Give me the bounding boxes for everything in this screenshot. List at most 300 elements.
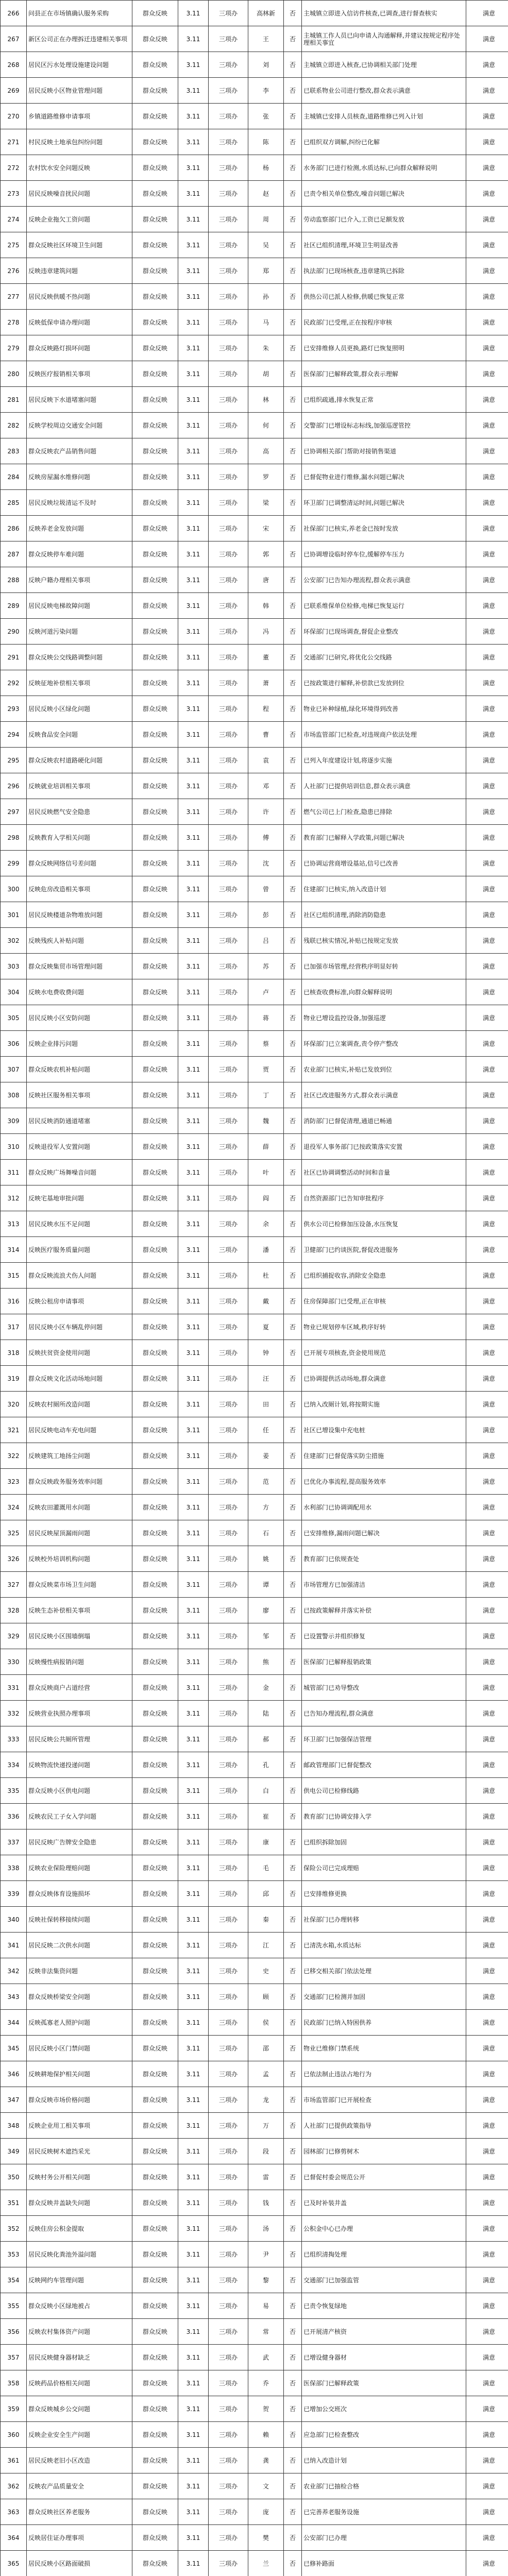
row-handler: 傅	[248, 825, 284, 851]
row-date: 3.11	[178, 2473, 209, 2499]
row-flag: 否	[284, 52, 302, 78]
row-flag: 否	[284, 1237, 302, 1263]
row-source: 群众反映	[132, 1546, 178, 1572]
row-number: 277	[1, 284, 27, 310]
row-number: 315	[1, 1263, 27, 1289]
row-title: 居民反映电梯故障问题	[27, 593, 132, 619]
row-title: 反映企业安全生产问题	[27, 2422, 132, 2448]
row-number: 330	[1, 1649, 27, 1675]
row-handler: 常	[248, 2319, 284, 2345]
row-status: 满意	[466, 979, 508, 1005]
table-row	[1, 2345, 508, 2370]
row-source: 群众反映	[132, 1082, 178, 1108]
row-number: 333	[1, 1726, 27, 1752]
row-title: 反映物流快递投递问题	[27, 1752, 132, 1778]
table-row	[1, 438, 508, 464]
row-title: 反映非法集资问题	[27, 1958, 132, 1984]
row-department: 三项办	[209, 1804, 248, 1829]
row-date: 3.11	[178, 1958, 209, 1984]
row-status: 满意	[466, 645, 508, 670]
row-result: 已协调提供活动场地,群众满意	[302, 1366, 466, 1392]
row-status: 满意	[466, 2551, 508, 2576]
row-date: 3.11	[178, 1701, 209, 1726]
row-date: 3.11	[178, 1855, 209, 1881]
row-number: 339	[1, 1881, 27, 1907]
row-department: 三项办	[209, 1108, 248, 1134]
row-source: 群众反映	[132, 1185, 178, 1211]
row-result: 物业已补种绿植,绿化环境得到改善	[302, 696, 466, 722]
row-number: 309	[1, 1108, 27, 1134]
row-department: 三项办	[209, 2010, 248, 2036]
table-row	[1, 310, 508, 335]
row-result: 已优化办事流程,提高服务效率	[302, 1469, 466, 1495]
row-department: 三项办	[209, 1392, 248, 1417]
row-number: 364	[1, 2525, 27, 2551]
row-result: 水务部门已进行检测,水质达标,已向群众解释说明	[302, 155, 466, 181]
row-date: 3.11	[178, 1185, 209, 1211]
row-flag: 否	[284, 207, 302, 232]
row-status: 满意	[466, 1082, 508, 1108]
row-number: 305	[1, 1005, 27, 1031]
row-result: 已清洗水箱,水质达标	[302, 1933, 466, 1958]
row-date: 3.11	[178, 232, 209, 258]
row-result: 已督促物业进行维修,漏水问题已解决	[302, 464, 466, 490]
row-department: 三项办	[209, 104, 248, 129]
row-title: 群众反映政务服务效率问题	[27, 1469, 132, 1495]
row-status: 满意	[466, 541, 508, 567]
row-department: 三项办	[209, 2190, 248, 2216]
row-flag: 否	[284, 979, 302, 1005]
row-source: 群众反映	[132, 2190, 178, 2216]
row-number: 290	[1, 619, 27, 645]
row-result: 已按政策进行解释,补偿款已发放到位	[302, 670, 466, 696]
row-date: 3.11	[178, 2293, 209, 2319]
table-row	[1, 2113, 508, 2139]
row-department: 三项办	[209, 2061, 248, 2087]
row-number: 323	[1, 1469, 27, 1495]
row-handler: 蔡	[248, 1031, 284, 1057]
row-department: 三项办	[209, 1057, 248, 1082]
table-row	[1, 1160, 508, 1185]
row-date: 3.11	[178, 2036, 209, 2061]
row-date: 3.11	[178, 26, 209, 52]
row-result: 已移交相关部门依法处理	[302, 1958, 466, 1984]
row-handler: 杜	[248, 1263, 284, 1289]
row-status: 满意	[466, 773, 508, 799]
row-department: 三项办	[209, 645, 248, 670]
row-status: 满意	[466, 335, 508, 361]
row-date: 3.11	[178, 902, 209, 928]
row-number: 303	[1, 954, 27, 979]
table-row	[1, 52, 508, 78]
row-date: 3.11	[178, 181, 209, 207]
row-number: 343	[1, 1984, 27, 2010]
row-status: 满意	[466, 26, 508, 52]
table-row	[1, 1417, 508, 1443]
row-handler: 余	[248, 1211, 284, 1237]
row-handler: 夏	[248, 1314, 284, 1340]
row-source: 群众反映	[132, 2242, 178, 2267]
row-number: 269	[1, 78, 27, 104]
row-title: 群众反映广场舞噪音问题	[27, 1160, 132, 1185]
row-handler: 汤	[248, 2216, 284, 2242]
row-handler: 魏	[248, 1108, 284, 1134]
row-result: 环卫部门已加强保洁管理	[302, 1726, 466, 1752]
row-title: 群众反映小区绿地被占	[27, 2293, 132, 2319]
row-flag: 否	[284, 1340, 302, 1366]
row-source: 群众反映	[132, 26, 178, 52]
table-row	[1, 1237, 508, 1263]
row-status: 满意	[466, 954, 508, 979]
row-status: 满意	[466, 928, 508, 954]
row-date: 3.11	[178, 258, 209, 284]
row-handler: 毛	[248, 1855, 284, 1881]
row-handler: 田	[248, 1392, 284, 1417]
row-handler: 段	[248, 2139, 284, 2164]
row-status: 满意	[466, 876, 508, 902]
row-handler: 何	[248, 413, 284, 438]
row-flag: 否	[284, 1185, 302, 1211]
row-number: 289	[1, 593, 27, 619]
row-status: 满意	[466, 2139, 508, 2164]
row-flag: 否	[284, 825, 302, 851]
row-title: 反映药品价格相关问题	[27, 2370, 132, 2396]
row-handler: 孟	[248, 2061, 284, 2087]
row-title: 反映征地补偿相关事项	[27, 670, 132, 696]
row-result: 已安排维修更换	[302, 1881, 466, 1907]
row-handler: 吕	[248, 928, 284, 954]
row-date: 3.11	[178, 1057, 209, 1082]
row-source: 群众反映	[132, 2551, 178, 2576]
row-flag: 否	[284, 2010, 302, 2036]
row-flag: 否	[284, 413, 302, 438]
row-handler: 金	[248, 1675, 284, 1701]
table-row	[1, 232, 508, 258]
row-number: 313	[1, 1211, 27, 1237]
row-department: 三项办	[209, 2448, 248, 2473]
row-flag: 否	[284, 2242, 302, 2267]
table-row	[1, 1495, 508, 1520]
row-title: 居民反映消防通道堵塞	[27, 1108, 132, 1134]
row-handler: 史	[248, 1958, 284, 1984]
table-row	[1, 1726, 508, 1752]
row-number: 321	[1, 1417, 27, 1443]
row-result: 教育部门已依规查处	[302, 1546, 466, 1572]
row-source: 群众反映	[132, 1031, 178, 1057]
table-row	[1, 2396, 508, 2422]
row-date: 3.11	[178, 1933, 209, 1958]
row-department: 三项办	[209, 310, 248, 335]
row-number: 320	[1, 1392, 27, 1417]
row-result: 园林部门已修剪树木	[302, 2139, 466, 2164]
row-handler: 谭	[248, 1572, 284, 1598]
row-status: 满意	[466, 567, 508, 593]
row-number: 354	[1, 2267, 27, 2293]
row-flag: 否	[284, 1160, 302, 1185]
row-title: 居民反映下水道堵塞问题	[27, 387, 132, 413]
row-date: 3.11	[178, 1881, 209, 1907]
row-handler: 樊	[248, 2525, 284, 2551]
row-date: 3.11	[178, 1082, 209, 1108]
row-date: 3.11	[178, 1495, 209, 1520]
row-number: 360	[1, 2422, 27, 2448]
row-result: 民政部门已纳入特困供养	[302, 2010, 466, 2036]
row-flag: 否	[284, 1289, 302, 1314]
table-row	[1, 2525, 508, 2551]
row-status: 满意	[466, 1907, 508, 1933]
row-status: 满意	[466, 1546, 508, 1572]
row-result: 供水公司已检修加压设备,水压恢复	[302, 1211, 466, 1237]
row-department: 三项办	[209, 902, 248, 928]
table-row	[1, 2139, 508, 2164]
row-handler: 董	[248, 645, 284, 670]
row-number: 307	[1, 1057, 27, 1082]
row-date: 3.11	[178, 541, 209, 567]
table-row	[1, 2319, 508, 2345]
row-source: 群众反映	[132, 1675, 178, 1701]
row-source: 群众反映	[132, 1108, 178, 1134]
row-handler: 孙	[248, 284, 284, 310]
row-status: 满意	[466, 1572, 508, 1598]
row-department: 三项办	[209, 52, 248, 78]
row-handler: 贾	[248, 1057, 284, 1082]
table-row	[1, 1443, 508, 1469]
row-flag: 否	[284, 1933, 302, 1958]
row-title: 反映医疗报销相关事项	[27, 361, 132, 387]
row-source: 群众反映	[132, 2216, 178, 2242]
table-row	[1, 1469, 508, 1495]
table-row	[1, 2036, 508, 2061]
row-source: 群众反映	[132, 438, 178, 464]
row-flag: 否	[284, 464, 302, 490]
row-handler: 熊	[248, 1649, 284, 1675]
row-result: 执法部门已现场核查,违章建筑已拆除	[302, 258, 466, 284]
row-result: 已组织双方调解,纠纷已化解	[302, 129, 466, 155]
row-result: 已增加公交班次	[302, 2396, 466, 2422]
row-source: 群众反映	[132, 1289, 178, 1314]
row-title: 居民反映化粪池外溢问题	[27, 2242, 132, 2267]
row-title: 群众反映路灯损坏问题	[27, 335, 132, 361]
row-source: 群众反映	[132, 464, 178, 490]
row-source: 群众反映	[132, 104, 178, 129]
row-status: 满意	[466, 1933, 508, 1958]
row-flag: 否	[284, 284, 302, 310]
row-handler: 胡	[248, 361, 284, 387]
row-handler: 郭	[248, 541, 284, 567]
row-department: 三项办	[209, 2396, 248, 2422]
row-number: 271	[1, 129, 27, 155]
table-row	[1, 1392, 508, 1417]
row-number: 299	[1, 851, 27, 876]
table-row	[1, 490, 508, 516]
row-status: 满意	[466, 670, 508, 696]
row-date: 3.11	[178, 1907, 209, 1933]
row-source: 群众反映	[132, 181, 178, 207]
row-source: 群众反映	[132, 619, 178, 645]
row-number: 302	[1, 928, 27, 954]
row-status: 满意	[466, 438, 508, 464]
row-flag: 否	[284, 2267, 302, 2293]
row-date: 3.11	[178, 1675, 209, 1701]
row-status: 满意	[466, 1469, 508, 1495]
row-source: 群众反映	[132, 1443, 178, 1469]
row-source: 群众反映	[132, 2139, 178, 2164]
table-row	[1, 1623, 508, 1649]
row-department: 三项办	[209, 670, 248, 696]
row-status: 满意	[466, 2319, 508, 2345]
row-flag: 否	[284, 1211, 302, 1237]
table-row	[1, 516, 508, 541]
row-number: 345	[1, 2036, 27, 2061]
row-department: 三项办	[209, 2242, 248, 2267]
table-row	[1, 876, 508, 902]
row-date: 3.11	[178, 2190, 209, 2216]
row-source: 群众反映	[132, 541, 178, 567]
row-handler: 曾	[248, 876, 284, 902]
row-title: 反映河道污染问题	[27, 619, 132, 645]
row-department: 三项办	[209, 799, 248, 825]
row-flag: 否	[284, 1701, 302, 1726]
row-handler: 汪	[248, 1366, 284, 1392]
row-flag: 否	[284, 335, 302, 361]
table-row	[1, 825, 508, 851]
row-flag: 否	[284, 619, 302, 645]
row-title: 反映社区服务相关事项	[27, 1082, 132, 1108]
row-title: 居民反映老旧小区改造	[27, 2448, 132, 2473]
row-department: 三项办	[209, 619, 248, 645]
table-row	[1, 541, 508, 567]
row-handler: 贺	[248, 2396, 284, 2422]
row-department: 三项办	[209, 1701, 248, 1726]
row-result: 教育部门已协调安排入学	[302, 1804, 466, 1829]
row-result: 已督促村委会规范公开	[302, 2164, 466, 2190]
row-flag: 否	[284, 1031, 302, 1057]
row-date: 3.11	[178, 413, 209, 438]
row-department: 三项办	[209, 1005, 248, 1031]
row-date: 3.11	[178, 207, 209, 232]
row-handler: 秦	[248, 1907, 284, 1933]
row-title: 反映教育入学相关问题	[27, 825, 132, 851]
row-department: 三项办	[209, 1752, 248, 1778]
row-date: 3.11	[178, 696, 209, 722]
row-result: 社保部门已办理转移	[302, 1907, 466, 1933]
row-number: 283	[1, 438, 27, 464]
row-date: 3.11	[178, 2422, 209, 2448]
row-flag: 否	[284, 2190, 302, 2216]
row-date: 3.11	[178, 1, 209, 26]
row-flag: 否	[284, 1443, 302, 1469]
row-date: 3.11	[178, 2319, 209, 2345]
row-number: 332	[1, 1701, 27, 1726]
row-title: 反映企业用工相关事项	[27, 2113, 132, 2139]
row-handler: 许	[248, 799, 284, 825]
row-status: 满意	[466, 1237, 508, 1263]
row-title: 反映农村集体资产问题	[27, 2319, 132, 2345]
row-department: 三项办	[209, 129, 248, 155]
row-number: 325	[1, 1520, 27, 1546]
row-department: 三项办	[209, 1726, 248, 1752]
row-source: 群众反映	[132, 1623, 178, 1649]
table-row	[1, 2242, 508, 2267]
table-row	[1, 1366, 508, 1392]
row-flag: 否	[284, 2448, 302, 2473]
row-number: 266	[1, 1, 27, 26]
row-date: 3.11	[178, 2499, 209, 2525]
row-number: 353	[1, 2242, 27, 2267]
row-source: 群众反映	[132, 722, 178, 748]
row-result: 主城镇已安排人员核查,道路维修已列入计划	[302, 104, 466, 129]
row-number: 352	[1, 2216, 27, 2242]
row-flag: 否	[284, 593, 302, 619]
row-handler: 郝	[248, 1726, 284, 1752]
row-source: 群众反映	[132, 2113, 178, 2139]
row-flag: 否	[284, 2087, 302, 2113]
row-title: 居民反映小区车辆乱停问题	[27, 1314, 132, 1340]
row-flag: 否	[284, 2036, 302, 2061]
row-date: 3.11	[178, 619, 209, 645]
row-source: 群众反映	[132, 593, 178, 619]
table-row	[1, 748, 508, 773]
row-status: 满意	[466, 1417, 508, 1443]
row-department: 三项办	[209, 1134, 248, 1160]
row-number: 359	[1, 2396, 27, 2422]
row-result: 交通部门已加强监管	[302, 2267, 466, 2293]
row-date: 3.11	[178, 773, 209, 799]
row-source: 群众反映	[132, 1495, 178, 1520]
row-flag: 否	[284, 1675, 302, 1701]
row-source: 群众反映	[132, 1366, 178, 1392]
row-title: 反映违章建筑问题	[27, 258, 132, 284]
row-status: 满意	[466, 413, 508, 438]
table-row	[1, 104, 508, 129]
row-title: 反映建筑工地扬尘问题	[27, 1443, 132, 1469]
row-flag: 否	[284, 1804, 302, 1829]
row-status: 满意	[466, 2061, 508, 2087]
row-source: 群众反映	[132, 387, 178, 413]
row-title: 反映宅基地审批问题	[27, 1185, 132, 1211]
row-number: 356	[1, 2319, 27, 2345]
row-source: 群众反映	[132, 413, 178, 438]
table-row	[1, 207, 508, 232]
row-department: 三项办	[209, 361, 248, 387]
table-row	[1, 954, 508, 979]
row-title: 居民反映垃圾清运不及时	[27, 490, 132, 516]
row-flag: 否	[284, 2551, 302, 2576]
row-department: 三项办	[209, 722, 248, 748]
row-source: 群众反映	[132, 1134, 178, 1160]
row-handler: 程	[248, 696, 284, 722]
row-department: 三项办	[209, 1237, 248, 1263]
row-status: 满意	[466, 464, 508, 490]
table-row	[1, 1701, 508, 1726]
row-number: 268	[1, 52, 27, 78]
row-number: 341	[1, 1933, 27, 1958]
row-handler: 侯	[248, 2010, 284, 2036]
row-department: 三项办	[209, 464, 248, 490]
row-flag: 否	[284, 1082, 302, 1108]
row-number: 276	[1, 258, 27, 284]
row-date: 3.11	[178, 825, 209, 851]
row-result: 住建部门已核实,纳入改造计划	[302, 876, 466, 902]
table-row	[1, 1314, 508, 1340]
row-handler: 高林新	[248, 1, 284, 26]
row-result: 已联系维保单位检修,电梯已恢复运行	[302, 593, 466, 619]
row-number: 338	[1, 1855, 27, 1881]
row-result: 燃气公司已上门检查,隐患已排除	[302, 799, 466, 825]
row-date: 3.11	[178, 851, 209, 876]
row-status: 满意	[466, 104, 508, 129]
row-result: 环卫部门已调整清运时间,问题已解决	[302, 490, 466, 516]
